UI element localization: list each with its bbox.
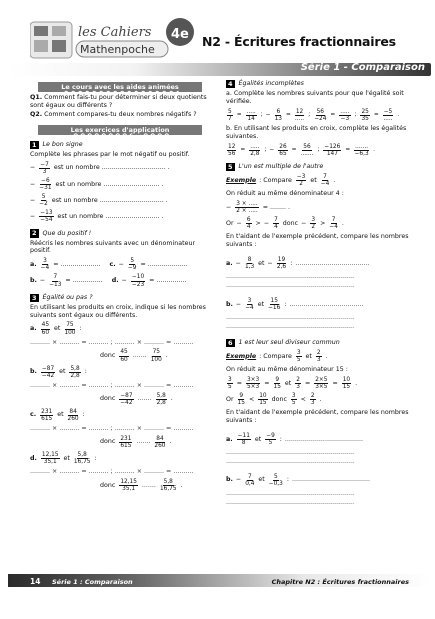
answer-line: ................................................................ <box>226 314 355 322</box>
exercise-2-instruction: Réécris les nombres suivants avec un dénominateur positif. <box>30 239 196 255</box>
exercise-6a: a. $\frac{-11}{8}$ et $\frac{-9}{5}$ : ....................................... <box>226 432 363 447</box>
section-band-exercices: Les exercices d'application <box>38 125 202 135</box>
right-column <box>226 80 412 508</box>
exercise-2-row-1: a. $\frac{3}{-4}$ = .................... c. − $\frac{5}{-9}$ = .................... <box>30 258 188 272</box>
exercise-4b-instruction: b. En utilisant les produits en croix, complète les égalités suivantes. <box>226 125 407 140</box>
footer-chapter: Chapitre N2 : Écritures fractionnaires <box>271 578 409 586</box>
answer-line: .......... × .......... = .......... ; .......... × .......... = .......... <box>30 468 194 476</box>
answer-line: ................................................................ <box>226 322 355 330</box>
answer-line: .......... × .......... = .......... ; .......... × .......... = .......... <box>30 381 194 389</box>
exercise-1-header: 1 Le bon signe <box>32 140 83 149</box>
exercise-5-step-2: − $\frac{3 \times .....}{2 \times .....}$ = ........ . <box>226 201 291 215</box>
list-item: c. $\frac{231}{615}$ et $\frac{84}{260}$ : .......... × .......... = .......... ; .......... × .......... = .......... donc $\frac{231}{615}$ ....... $\frac{84}{260}$ . <box>30 409 210 449</box>
exercise-4b-equalities: $\frac{12}{56}$ = $\frac{.....}{2,8}$ ; − $\frac{26}{65}$ = $\frac{56}{.......}$ ; $\frac{-126}{147}$ = $\frac{.......}{-6,3}$ . <box>228 143 375 157</box>
list-item: − $\frac{-13}{-54}$ est un nombre ........................... . <box>30 210 164 224</box>
page-header <box>0 0 435 86</box>
exercise-6-header: 6 1 est leur seul diviseur commun <box>228 338 340 347</box>
left-column <box>30 80 210 495</box>
exercise-5a: a. − $\frac{8}{1,3}$ et − $\frac{19}{2,6}$ : ..................................... <box>226 257 370 271</box>
exercise-5-step: On réduit au même dénominateur 4 : <box>226 190 344 198</box>
list-item: a. $\frac{45}{60}$ et $\frac{75}{100}$ : .......... × .......... = .......... ; .......... × .......... = .......... donc $\frac{45}{60}$ ....... $\frac{75}{100}$ . <box>30 322 210 362</box>
page-number: 14 <box>30 577 41 586</box>
answer-line: ................................................................ <box>226 273 355 281</box>
question-1: Q1. Comment fais-tu pour déterminer si deux quotients sont égaux ou différents ? <box>30 94 207 109</box>
answer-line: .......... × .......... = .......... ; .......... × .......... = .......... <box>30 424 194 432</box>
page-title: N2 - Écritures fractionnaires <box>202 34 396 49</box>
exercise-6b: b. − $\frac{7}{0,4}$ et $\frac{5}{-0,3}$ : ....................................... <box>226 473 371 487</box>
mathenpoche-logo <box>30 14 198 66</box>
series-subtitle: Série 1 - Comparaison <box>300 62 425 73</box>
answer-line: ................................................................ <box>226 498 355 506</box>
exercise-5-help: En t'aidant de l'exemple précédent, compare les nombres suivants : <box>226 233 409 249</box>
exercise-6-step-3: Or $\frac{9}{15}$ < $\frac{10}{15}$ donc $\frac{3}{5}$ < $\frac{2}{3}$ . <box>226 393 322 407</box>
svg-text:Mathenpoche: Mathenpoche <box>80 43 155 56</box>
exercise-4a-instruction: a. Complète les nombres suivants pour que l'égalité soit vérifiée. <box>226 90 404 105</box>
exercise-3-items <box>30 322 210 492</box>
exercise-5-header: 5 L'un est multiple de l'autre <box>228 162 324 171</box>
exercise-1-items <box>30 162 210 224</box>
exercise-6-help: En t'aidant de l'exemple précédent, compare les nombres suivants : <box>226 409 409 425</box>
exercise-5-step-3: Or − $\frac{6}{4}$ > − $\frac{7}{4}$ donc − $\frac{3}{2}$ > $\frac{7}{-4}$ . <box>226 217 344 231</box>
list-item: − $\frac{-7}{3}$ est un nombre ................................ . <box>30 161 170 175</box>
svg-text:les Cahiers: les Cahiers <box>78 25 152 40</box>
exercise-2-header: 2 Que du positif ! <box>32 229 92 238</box>
answer-line: ................................................................ <box>226 449 355 457</box>
exercise-5-example: Exemple : Compare $\frac{-3}{2}$ et $\frac{7}{-4}$ . <box>226 174 336 188</box>
svg-text:4e: 4e <box>171 27 189 42</box>
question-2: Q2. Comment compares-tu deux nombres négatifs ? <box>30 110 197 118</box>
answer-line: ................................................................ <box>226 282 355 290</box>
list-item: d. $\frac{12,15}{35,1}$ et $\frac{5,8}{16,75}$ : .......... × .......... = .......... ; .......... × .......... = .......... donc $\frac{12,15}{35,1}$ ....... $\frac{5,8}{16,75}$ . <box>30 452 210 492</box>
exercise-4-header: 4 Égalités incomplètes <box>228 80 304 88</box>
exercise-4a-equalities: $\frac{5}{7}$ = $\frac{.....}{14}$ ; − $\frac{6}{13}$ = $\frac{12}{.....}$ ; $\frac{56}{-24}$ = $\frac{.....}{-3}$ ; $\frac{25}{35}$ = $\frac{-5}{.....}$ . <box>228 108 400 122</box>
exercise-6-step: On réduit au même dénominateur 15 : <box>226 366 348 374</box>
exercise-6-step-2: $\frac{3}{5}$ = $\frac{3\times 3}{5\times 3}$ = $\frac{9}{15}$ et $\frac{2}{3}$ = $\frac{2\times 5}{3\times 5}$ = $\frac{10}{15}$ . <box>228 376 358 391</box>
list-item: − $\frac{5}{-2}$ est un nombre ................................ . <box>30 194 168 208</box>
exercise-2-row-2: b. − $\frac{7}{-13}$ = ............... d. − $\frac{-10}{-23}$ = ............... <box>30 274 187 288</box>
exercise-3-header: 3 Égalité ou pas ? <box>32 293 93 302</box>
exercise-6-example: Exemple : Compare $\frac{3}{5}$ et $\frac{2}{3}$ . <box>226 349 328 363</box>
answer-line: .......... × .......... = .......... ; .......... × .......... = .......... <box>30 338 194 346</box>
answer-line: ................................................................ <box>226 490 355 497</box>
section-band-cours: Le cours avec les aides animées <box>38 82 202 92</box>
list-item: − $\frac{-6}{-31}$ est un nombre ............................ . <box>30 177 164 192</box>
exercise-5b: b. − $\frac{3}{-4}$ et $\frac{15}{-16}$ : ..................................... <box>226 297 364 311</box>
exercise-1-instruction: Complète les phrases par le mot négatif ou positif. <box>30 150 190 158</box>
footer-series: Série 1 : Comparaison <box>52 578 133 586</box>
list-item: b. $\frac{-87}{-42}$ et $\frac{5,8}{2,8}$ : .......... × .......... = .......... ; .......... × .......... = .......... donc $\frac{-87}{-42}$ ....... $\frac{5,8}{2,8}$ . <box>30 366 210 406</box>
answer-line: ................................................................ <box>226 457 355 465</box>
exercise-3-instruction: En utilisant les produits en croix, indique si les nombres suivants sont égaux ou différents. <box>30 303 206 319</box>
